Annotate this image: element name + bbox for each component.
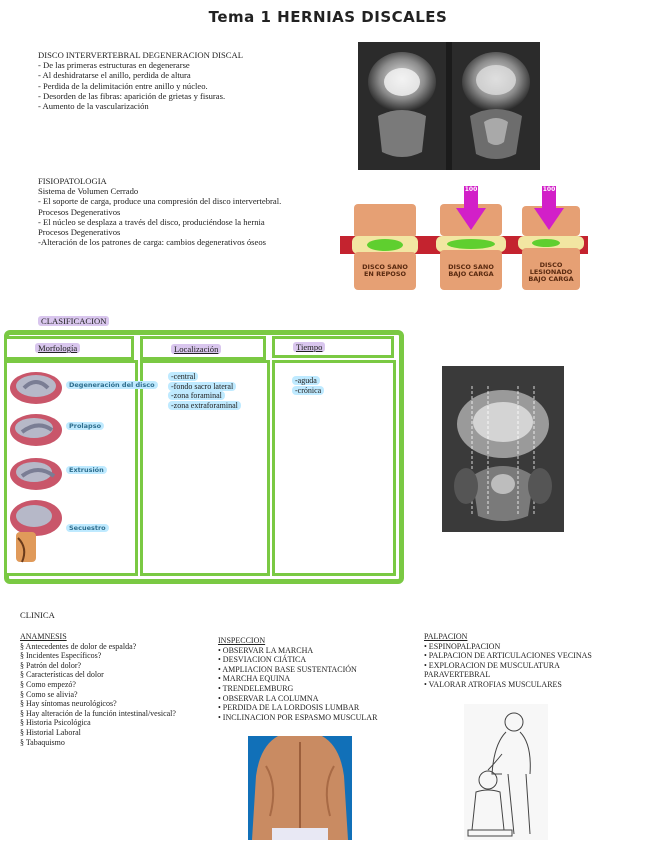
degeneracion-item: - Aumento de la vascularización bbox=[38, 101, 149, 112]
morfologia-header: Morfología bbox=[35, 343, 80, 353]
morfologia-degeneracion: Degeneración del disco bbox=[66, 380, 158, 390]
anamnesis-item: § Incidentes Específicos? bbox=[20, 651, 102, 661]
fisiopatologia-section bbox=[38, 176, 338, 247]
palpacion-item: • PALPACION DE ARTICULACIONES VECINAS bbox=[424, 651, 592, 661]
anamnesis-item: § Características del dolor bbox=[20, 670, 104, 680]
fisiopatologia-line: Procesos Degenerativos bbox=[38, 206, 121, 217]
palpacion-item: • ESPINOPALPACION bbox=[424, 641, 501, 651]
fisiopatologia-line: -Alteración de los patrones de carga: cambios degenerativos óseos bbox=[38, 237, 266, 248]
degeneracion-section bbox=[38, 50, 338, 111]
load-value-2: 100 bbox=[542, 186, 556, 193]
inspeccion-item: • PERDIDA DE LA LORDOSIS LUMBAR bbox=[218, 703, 360, 713]
degeneracion-item: - De las primeras estructuras en degenerarse bbox=[38, 60, 190, 71]
inspeccion-item: • OBSERVAR LA MARCHA bbox=[218, 645, 314, 655]
palpacion-item: • VALORAR ATROFIAS MUSCULARES bbox=[424, 679, 562, 689]
fisiopatologia-line: - El núcleo se desplaza a través del disco, produciéndose la hernia bbox=[38, 216, 265, 227]
anamnesis-item: § Tabaquismo bbox=[20, 737, 65, 747]
inspeccion-item: • INCLINACION POR ESPASMO MUSCULAR bbox=[218, 712, 378, 722]
mri-localization-image bbox=[442, 366, 564, 532]
inspeccion-section bbox=[218, 636, 418, 722]
degeneracion-item: - Perdida de la delimitación entre anillo y núcleo. bbox=[38, 80, 208, 91]
morfologia-secuestro: Secuestro bbox=[66, 524, 109, 532]
anamnesis-item: § Hay alteración de la función intestinal/vesical? bbox=[20, 708, 176, 718]
disc-load-diagram bbox=[340, 184, 588, 294]
clasificacion-heading: CLASIFICACION bbox=[38, 316, 109, 326]
tiempo-item: -aguda bbox=[292, 376, 320, 385]
localizacion-header-box bbox=[140, 336, 266, 360]
inspeccion-item: • OBSERVAR LA COLUMNA bbox=[218, 693, 319, 703]
disc-label-sano-carga: DISCO SANO BAJO CARGA bbox=[448, 263, 494, 278]
load-value-1: 100 bbox=[464, 186, 478, 193]
morfologia-prolapso: Prolapso bbox=[66, 422, 104, 430]
anamnesis-item: § Como empezó? bbox=[20, 679, 76, 689]
tiempo-list bbox=[292, 376, 324, 395]
back-photo bbox=[248, 736, 352, 840]
anamnesis-item: § Historial Laboral bbox=[20, 727, 81, 737]
tiempo-header-box bbox=[272, 336, 394, 358]
disc-herniation-illustrations bbox=[8, 366, 64, 566]
localizacion-item: -central bbox=[168, 372, 198, 381]
degeneracion-item: - Desorden de las fibras: aparición de grietas y fisuras. bbox=[38, 90, 226, 101]
fisiopatologia-line: Sistema de Volumen Cerrado bbox=[38, 186, 139, 197]
anamnesis-item: § Hay síntomas neurológicos? bbox=[20, 699, 117, 709]
anamnesis-heading: ANAMNESIS bbox=[20, 632, 67, 641]
tiempo-header: Tiempo bbox=[293, 342, 325, 352]
clinica-heading: CLINICA bbox=[20, 610, 55, 620]
palpacion-item: PARAVERTEBRAL bbox=[424, 670, 491, 680]
degeneracion-heading: DISCO INTERVERTEBRAL DEGENERACION DISCAL bbox=[38, 50, 243, 60]
anamnesis-section bbox=[20, 632, 220, 747]
page-title: Tema 1 HERNIAS DISCALES bbox=[208, 8, 448, 26]
anamnesis-item: § Antecedentes de dolor de espalda? bbox=[20, 641, 137, 651]
inspeccion-item: • MARCHA EQUINA bbox=[218, 674, 291, 684]
anamnesis-item: § Patrón del dolor? bbox=[20, 660, 82, 670]
localizacion-item: -fondo sacro lateral bbox=[168, 382, 236, 391]
inspeccion-item: • TRENDELEMBURG bbox=[218, 683, 294, 693]
palpacion-heading: PALPACION bbox=[424, 632, 468, 641]
mri-disc-image bbox=[358, 42, 540, 170]
palpacion-item: • EXPLORACION DE MUSCULATURA bbox=[424, 660, 560, 670]
tiempo-item: -crónica bbox=[292, 386, 324, 395]
localizacion-header: Localización bbox=[171, 344, 221, 354]
disc-label-lesionado: DISCO LESIONADO BAJO CARGA bbox=[528, 261, 574, 283]
inspeccion-item: • DESVIACION CIÁTICA bbox=[218, 655, 307, 665]
degeneracion-item: - Al deshidratarse el anillo, perdida de altura bbox=[38, 70, 191, 81]
fisiopatologia-line: Procesos Degenerativos bbox=[38, 227, 121, 238]
palpation-drawing bbox=[464, 704, 548, 840]
fisiopatologia-line: - El soporte de carga, produce una compresión del disco intervertebral. bbox=[38, 196, 282, 207]
tiempo-column bbox=[272, 360, 396, 576]
palpacion-section bbox=[424, 632, 654, 690]
morfologia-header-box bbox=[4, 336, 134, 360]
anamnesis-item: § Historia Psicológica bbox=[20, 718, 91, 728]
localizacion-item: -zona extraforaminal bbox=[168, 401, 241, 410]
anamnesis-item: § Como se alivia? bbox=[20, 689, 78, 699]
fisiopatologia-heading: FISIOPATOLOGIA bbox=[38, 176, 107, 186]
localizacion-list bbox=[168, 372, 241, 410]
inspeccion-heading: INSPECCION bbox=[218, 636, 266, 645]
morfologia-extrusion: Extrusión bbox=[66, 466, 107, 474]
disc-label-sano-reposo: DISCO SANO EN REPOSO bbox=[362, 263, 408, 278]
localizacion-item: -zona foraminal bbox=[168, 391, 225, 400]
inspeccion-item: • AMPLIACION BASE SUSTENTACIÓN bbox=[218, 664, 357, 674]
